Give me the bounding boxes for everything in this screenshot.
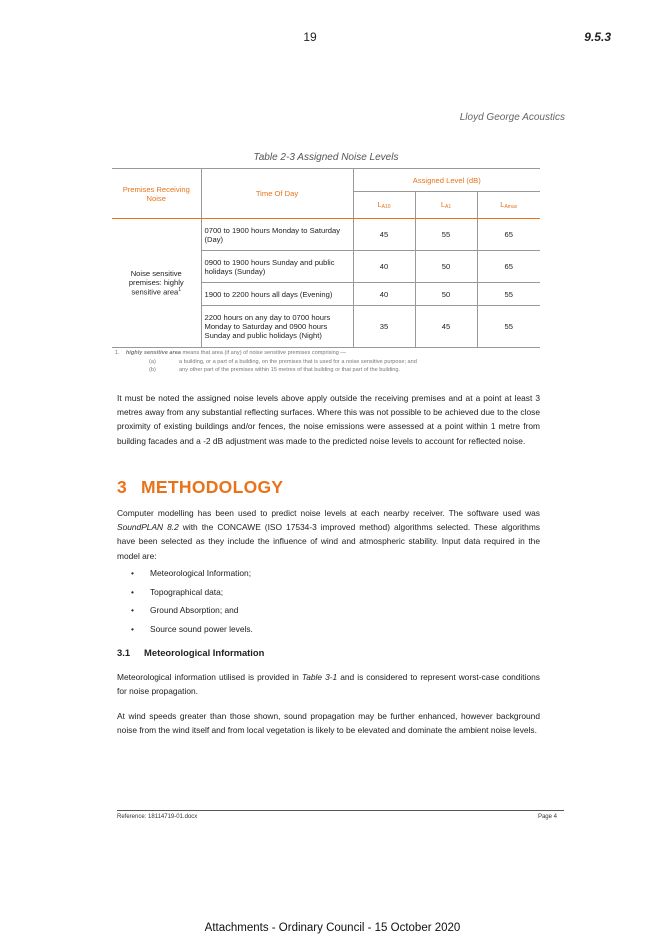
table-footnote: 1. highly sensitive area means that area (if any) of noise sensitive premises comprising — (a) a building, or a part of a building, on the premises that is used for a noise sensitive purpose; and (b) any other part of the premises within 15 metres of that building or that part of the building. <box>115 350 417 373</box>
footer-page-number: Page 4 <box>537 814 557 820</box>
paragraph-assigned-levels-note: It must be noted the assigned noise levels above apply outside the receiving premises and at a point at least 3 metres away from any substantial reflecting surfaces. Where this was not possible to be achieved due to the close proximity of existing buildings and/or fences, the noise emissions were assessed at a point within 1 metre from building facades and a -2 dB adjustment was made to the predicted noise levels to account for reflected noise. <box>117 393 540 446</box>
lamax-cell: 65 <box>477 251 540 283</box>
header-premises: Premises Receiving Noise <box>112 169 201 219</box>
footer-reference: Reference: 18114719-01.docx <box>117 814 198 820</box>
header-la1: $L_{A1}$ <box>415 192 477 219</box>
list-item: • Ground Absorption; and <box>131 605 239 615</box>
paragraph-wind-speeds: At wind speeds greater than those shown, sound propagation may be further enhanced, however background noise from the wind itself and from local vegetation is likely to be elevated and dominate the ambient noise levels. <box>117 711 540 736</box>
la10-cell: 40 <box>353 283 415 306</box>
la1-cell: 50 <box>415 283 477 306</box>
assigned-noise-levels-table <box>112 168 540 348</box>
list-item: • Meteorological Information; <box>131 568 252 578</box>
company-name: Lloyd George Acoustics <box>459 112 565 123</box>
la1-cell: 55 <box>415 219 477 251</box>
header-la10: $L_{A10}$ <box>353 192 415 219</box>
time-cell: 2200 hours on any day to 0700 hours Monday to Saturday and 0900 hours Sunday and public holidays (Night) <box>201 306 353 348</box>
la1-cell: 45 <box>415 306 477 348</box>
attachments-footer: Attachments - Ordinary Council - 15 October 2020 <box>204 922 461 934</box>
time-cell: 1900 to 2200 hours all days (Evening) <box>201 283 353 306</box>
table-title: Table 2-3 Assigned Noise Levels <box>253 152 399 163</box>
header-lamax: $L_{Amax}$ <box>477 192 540 219</box>
la10-cell: 45 <box>353 219 415 251</box>
section-heading: 3 METHODOLOGY <box>117 477 284 497</box>
header-time-of-day: Time Of Day <box>201 169 353 219</box>
input-data-list <box>131 566 253 640</box>
time-cell: 0700 to 1900 hours Monday to Saturday (Day) <box>201 219 353 251</box>
la10-cell: 40 <box>353 251 415 283</box>
document-reference: 9.5.3 <box>584 30 611 44</box>
premises-cell: Noise sensitive premises: highly sensitive area$^1$ <box>112 219 201 348</box>
subsection-heading: 3.1 Meteorological Information <box>117 647 265 658</box>
lamax-cell: 65 <box>477 219 540 251</box>
list-item: • Topographical data; <box>131 586 224 597</box>
table-row <box>112 219 540 251</box>
paragraph-meteorological: Meteorological information utilised is provided in Table 3-1 and is considered to represent worst-case conditions for noise propagation. <box>117 672 540 697</box>
paragraph-methodology: Computer modelling has been used to predict noise levels at each nearby receiver. The software used was SoundPLAN 8.2 with the CONCAWE (ISO 17534-3 improved method) algorithms selected. These algorithms have been selected as they include the influence of wind and atmospheric stability. Input data required in the model are: <box>117 508 540 561</box>
lamax-cell: 55 <box>477 283 540 306</box>
header-assigned-level: Assigned Level (dB) <box>353 169 540 192</box>
lamax-cell: 55 <box>477 306 540 348</box>
page-number: 19 <box>303 30 317 44</box>
time-cell: 0900 to 1900 hours Sunday and public holidays (Sunday) <box>201 251 353 283</box>
list-item: • Source sound power levels. <box>131 623 253 634</box>
la10-cell: 35 <box>353 306 415 348</box>
la1-cell: 50 <box>415 251 477 283</box>
footer-divider <box>117 810 564 811</box>
